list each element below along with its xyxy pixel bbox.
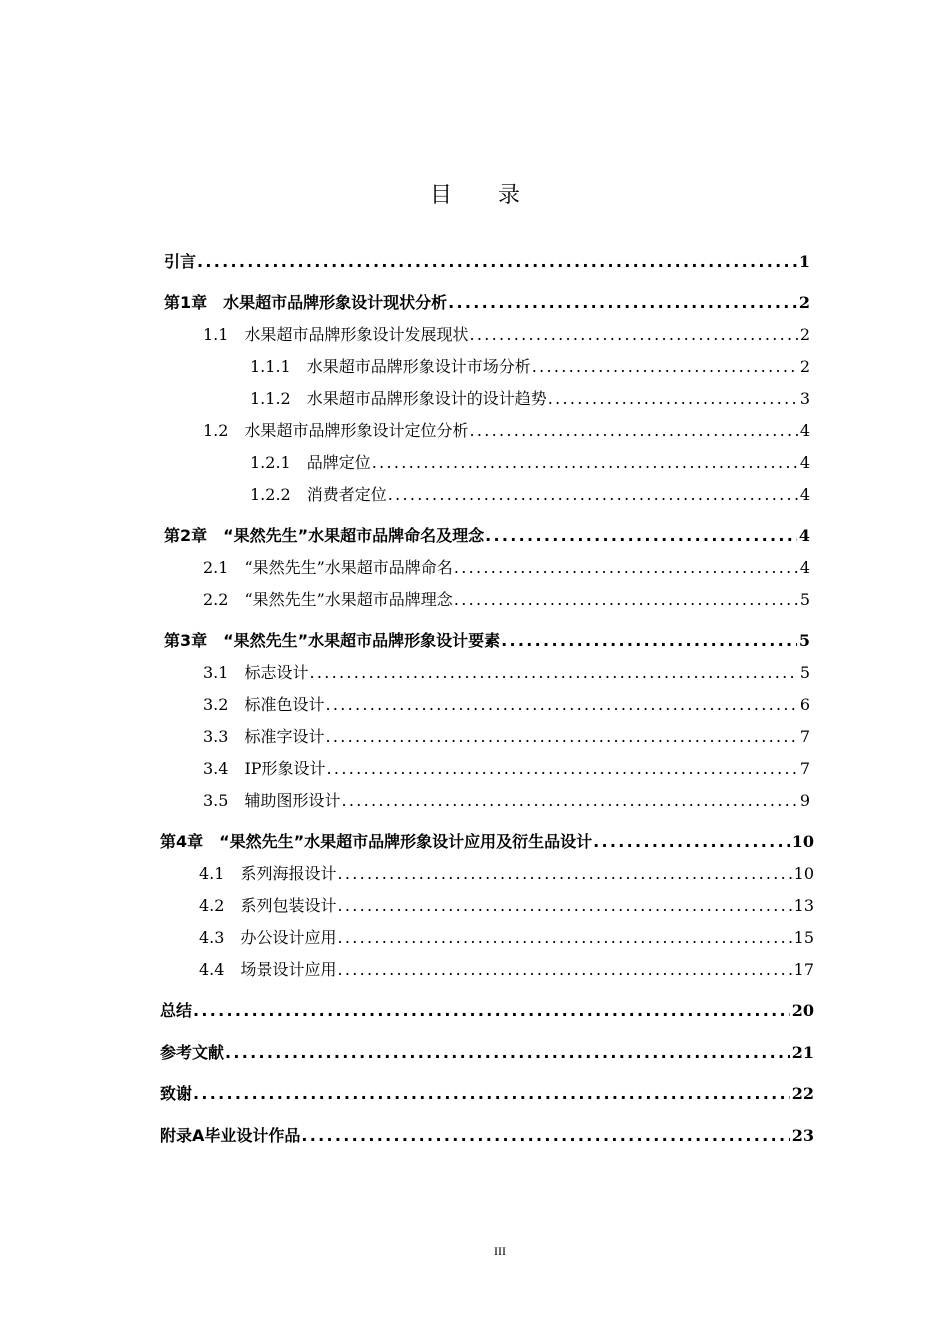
toc-entry-page: 4 (799, 485, 810, 504)
toc-leader (593, 832, 790, 851)
toc-entry[interactable] (164, 290, 810, 314)
toc-leader (469, 421, 797, 440)
toc-entry[interactable] (250, 386, 810, 410)
toc-entry-label: 1.1.1 水果超市品牌形象设计市场分析 (250, 357, 531, 376)
toc-entry[interactable] (164, 628, 810, 652)
toc-leader (309, 663, 797, 682)
toc-entry[interactable] (199, 957, 814, 981)
toc-entry[interactable] (203, 660, 810, 684)
toc-entry-page: 6 (799, 695, 810, 714)
toc-entry-label: 4.4 场景设计应用 (199, 960, 337, 979)
toc-entry-label: 致谢 (160, 1084, 193, 1103)
toc-leader (197, 252, 797, 271)
toc-entry[interactable] (203, 418, 810, 442)
toc-entry-label: 附录A毕业设计作品 (160, 1126, 301, 1145)
toc-entry-page: 5 (799, 663, 810, 682)
toc-leader (372, 453, 798, 472)
toc-leader (325, 727, 797, 746)
toc-entry-page: 4 (799, 421, 810, 440)
toc-leader (327, 759, 798, 778)
toc-entry[interactable] (203, 692, 810, 716)
toc-leader (469, 325, 797, 344)
toc-leader (337, 864, 791, 883)
toc-entry[interactable] (199, 893, 814, 917)
toc-entry[interactable] (199, 925, 814, 949)
toc-entry[interactable] (250, 482, 810, 506)
toc-entry[interactable] (203, 724, 810, 748)
toc-leader (341, 791, 797, 810)
toc-entry-page: 5 (798, 631, 810, 650)
page-number: III (494, 1244, 506, 1258)
toc-entry[interactable] (199, 861, 814, 885)
toc-entry-page: 21 (791, 1043, 814, 1062)
toc-entry-page: 10 (793, 864, 814, 883)
toc-entry[interactable] (160, 1040, 814, 1064)
toc-entry[interactable] (160, 829, 814, 853)
toc-entry-label: 3.3 标准字设计 (203, 727, 325, 746)
toc-entry-page: 13 (793, 896, 814, 915)
toc-entry-page: 7 (799, 759, 810, 778)
toc-entry-page: 10 (791, 832, 814, 851)
toc-entry-page: 4 (799, 558, 810, 577)
toc-leader (501, 631, 797, 650)
toc-entry-page: 4 (798, 526, 810, 545)
toc-entry[interactable] (160, 998, 814, 1022)
toc-entry[interactable] (164, 249, 810, 273)
toc-entry-page: 7 (799, 727, 810, 746)
toc-entry-label: 4.1 系列海报设计 (199, 864, 337, 883)
toc-entry-page: 20 (791, 1001, 814, 1020)
page-title: 目录 (429, 183, 566, 208)
toc-entry-page: 2 (799, 357, 810, 376)
toc-entry-label: 3.1 标志设计 (203, 663, 309, 682)
toc-leader (301, 1126, 789, 1145)
toc-entry-label: 2.2 “果然先生”水果超市品牌理念 (203, 590, 453, 609)
toc-entry[interactable] (203, 322, 810, 346)
toc-entry-label: 第4章 “果然先生”水果超市品牌形象设计应用及衍生品设计 (160, 832, 593, 851)
toc-entry-label: 4.3 办公设计应用 (199, 928, 337, 947)
toc-entry-label: 2.1 “果然先生”水果超市品牌命名 (203, 558, 453, 577)
toc-entry-page: 23 (791, 1126, 814, 1145)
toc-entry-label: 第1章 水果超市品牌形象设计现状分析 (164, 293, 448, 312)
toc-entry-label: 4.2 系列包装设计 (199, 896, 337, 915)
toc-entry-label: 3.4 IP形象设计 (203, 759, 326, 778)
toc-leader (485, 526, 797, 545)
toc-entry[interactable] (250, 450, 810, 474)
toc-leader (448, 293, 797, 312)
toc-leader (193, 1001, 790, 1020)
toc-entry-page: 2 (798, 293, 810, 312)
toc-leader (337, 896, 791, 915)
toc-entry[interactable] (160, 1081, 814, 1105)
toc-entry-page: 22 (791, 1084, 814, 1103)
toc-entry[interactable] (203, 555, 810, 579)
toc-entry-page: 9 (799, 791, 810, 810)
toc-entry-label: 第3章 “果然先生”水果超市品牌形象设计要素 (164, 631, 501, 650)
toc-entry[interactable] (203, 587, 810, 611)
toc-entry[interactable] (160, 1123, 814, 1147)
toc-entry[interactable] (203, 788, 810, 812)
toc-entry-page: 17 (793, 960, 814, 979)
toc-leader (548, 389, 798, 408)
toc-leader (454, 590, 798, 609)
toc-entry-page: 4 (799, 453, 810, 472)
toc-leader (532, 357, 798, 376)
toc-entry-page: 2 (799, 325, 810, 344)
toc-leader (454, 558, 798, 577)
toc-entry-label: 第2章 “果然先生”水果超市品牌命名及理念 (164, 526, 485, 545)
toc-leader (225, 1043, 790, 1062)
toc-entry[interactable] (203, 756, 810, 780)
toc-entry-label: 参考文献 (160, 1043, 225, 1062)
toc-entry-label: 1.2 水果超市品牌形象设计定位分析 (203, 421, 469, 440)
toc-leader (337, 928, 791, 947)
toc-entry-label: 1.2.2 消费者定位 (250, 485, 387, 504)
toc-entry-label: 3.2 标准色设计 (203, 695, 325, 714)
toc-entry-page: 15 (793, 928, 814, 947)
toc-entry-label: 1.1.2 水果超市品牌形象设计的设计趋势 (250, 389, 547, 408)
toc-leader (325, 695, 797, 714)
toc-leader (337, 960, 791, 979)
toc-entry[interactable] (164, 523, 810, 547)
toc-entry-label: 1.1 水果超市品牌形象设计发展现状 (203, 325, 469, 344)
toc-entry-page: 5 (799, 590, 810, 609)
toc-entry-page: 3 (799, 389, 810, 408)
toc-leader (388, 485, 798, 504)
toc-entry-label: 1.2.1 品牌定位 (250, 453, 371, 472)
toc-entry-label: 引言 (164, 252, 197, 271)
toc-entry-label: 总结 (160, 1001, 193, 1020)
toc-entry-label: 3.5 辅助图形设计 (203, 791, 341, 810)
toc-entry-page: 1 (798, 252, 810, 271)
toc-leader (193, 1084, 790, 1103)
toc-entry[interactable] (250, 354, 810, 378)
